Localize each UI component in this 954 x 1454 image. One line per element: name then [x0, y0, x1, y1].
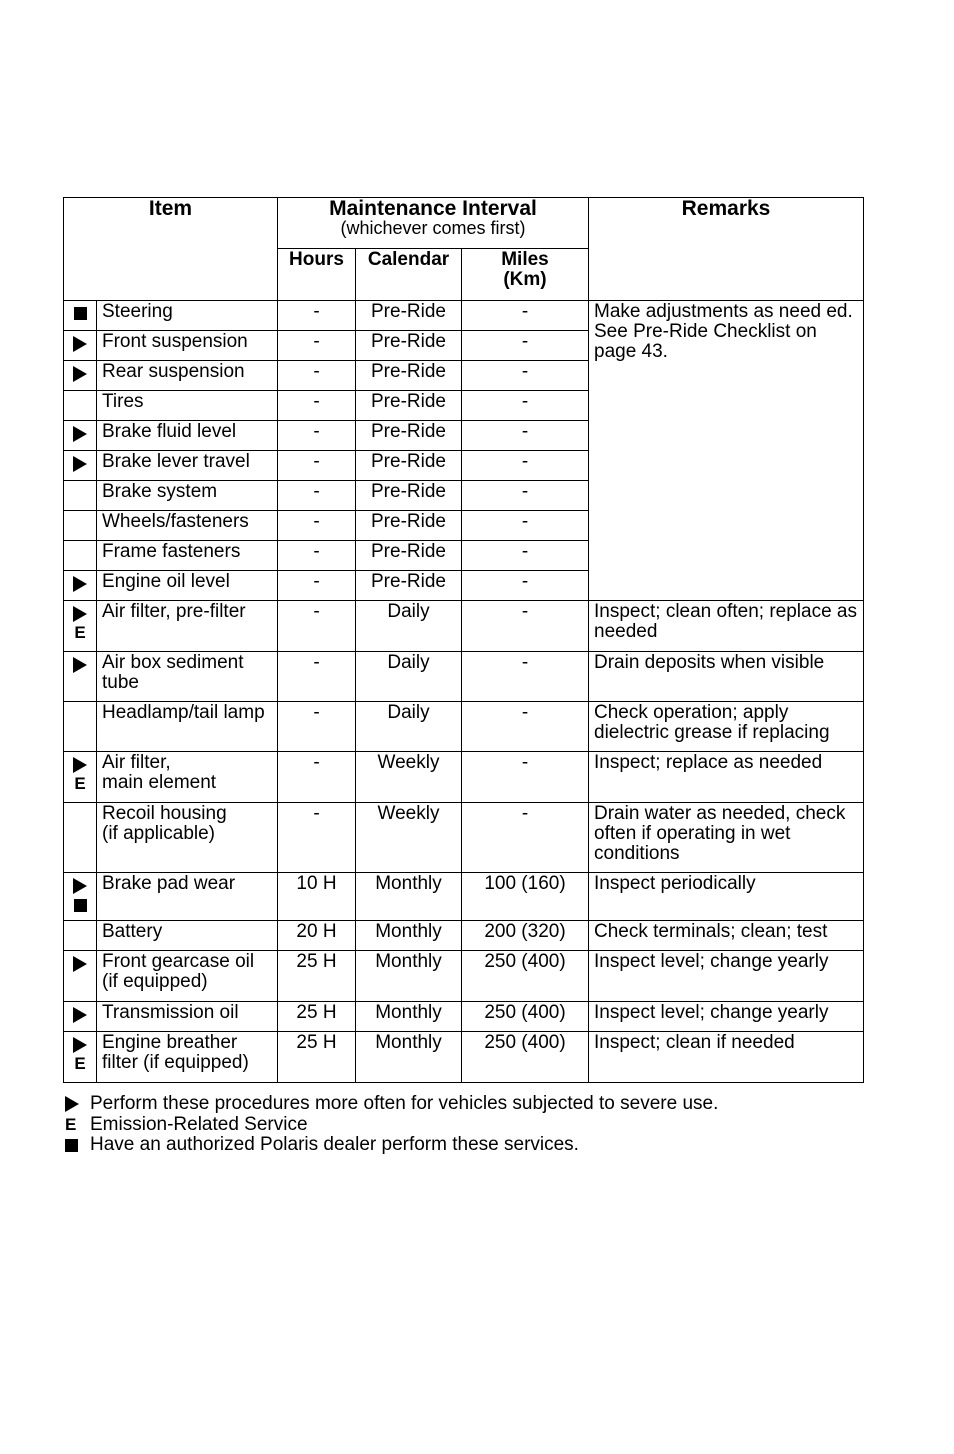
severe-use-triangle-icon: [64, 1004, 96, 1024]
row-hours: -: [278, 331, 356, 361]
table-row: [64, 873, 864, 921]
severe-use-triangle-icon: [64, 573, 96, 593]
header-remarks: Remarks: [589, 198, 864, 301]
row-calendar: Monthly: [356, 873, 462, 921]
row-remarks: Inspect; replace as needed: [589, 752, 864, 803]
row-remarks: Drain water as needed, check often if operating in wet conditions: [589, 803, 864, 873]
row-calendar: Monthly: [356, 1002, 462, 1032]
row-miles: 200 (320): [462, 921, 589, 951]
row-calendar: Pre-Ride: [356, 511, 462, 541]
row-miles: -: [462, 451, 589, 481]
row-miles: -: [462, 571, 589, 601]
row-miles: -: [462, 752, 589, 803]
row-hours: -: [278, 652, 356, 702]
legend-item: [63, 1115, 718, 1136]
row-calendar: Pre-Ride: [356, 391, 462, 421]
row-miles: -: [462, 511, 589, 541]
row-miles: -: [462, 331, 589, 361]
row-symbols: [64, 451, 97, 481]
row-symbols: [64, 391, 97, 421]
row-symbols: [64, 331, 97, 361]
table-row: [64, 702, 864, 752]
legend-item: [63, 1135, 718, 1156]
row-symbols: [64, 702, 97, 752]
row-calendar: Daily: [356, 601, 462, 652]
row-item: Air filter, pre-filter: [97, 601, 278, 652]
row-remarks: Inspect; clean often; replace as needed: [589, 601, 864, 652]
row-calendar: Weekly: [356, 752, 462, 803]
row-item: Air box sediment tube: [97, 652, 278, 702]
row-calendar: Pre-Ride: [356, 361, 462, 391]
emission-symbol: E: [65, 1114, 77, 1134]
header-calendar: Calendar: [356, 249, 462, 301]
row-item: Engine breather filter (if equipped): [97, 1032, 278, 1083]
row-remarks: Inspect level; change yearly: [589, 951, 864, 1002]
row-symbols: [64, 601, 97, 652]
table-row: [64, 951, 864, 1002]
emission-symbol: E: [74, 1054, 86, 1073]
row-miles: -: [462, 601, 589, 652]
table-row: [64, 1032, 864, 1083]
row-hours: 25 H: [278, 951, 356, 1002]
row-item: Wheels/fasteners: [97, 511, 278, 541]
row-hours: -: [278, 571, 356, 601]
row-miles: -: [462, 702, 589, 752]
row-hours: 10 H: [278, 873, 356, 921]
severe-use-triangle-icon: [64, 1034, 96, 1054]
row-miles: -: [462, 361, 589, 391]
row-calendar: Monthly: [356, 1032, 462, 1083]
row-miles: 100 (160): [462, 873, 589, 921]
row-item: Brake pad wear: [97, 873, 278, 921]
row-miles: -: [462, 391, 589, 421]
row-item: Headlamp/tail lamp: [97, 702, 278, 752]
table-row: [64, 921, 864, 951]
row-miles: 250 (400): [462, 951, 589, 1002]
severe-use-triangle-icon: [64, 423, 96, 443]
row-calendar: Pre-Ride: [356, 541, 462, 571]
row-hours: -: [278, 601, 356, 652]
row-item: Transmission oil: [97, 1002, 278, 1032]
row-item: Recoil housing (if applicable): [97, 803, 278, 873]
severe-use-triangle-icon: [64, 333, 96, 353]
row-hours: 20 H: [278, 921, 356, 951]
row-miles: -: [462, 541, 589, 571]
row-remarks: Drain deposits when visible: [589, 652, 864, 702]
row-symbols: [64, 541, 97, 571]
row-item: Brake system: [97, 481, 278, 511]
row-hours: -: [278, 481, 356, 511]
legend: [63, 1094, 718, 1156]
preride-remarks: Make adjustments as need ed. See Pre-Ride Checklist on page 43.: [589, 301, 864, 601]
row-calendar: Monthly: [356, 951, 462, 1002]
table-row: [64, 652, 864, 702]
row-hours: -: [278, 421, 356, 451]
row-miles: -: [462, 481, 589, 511]
row-symbols: [64, 1032, 97, 1083]
legend-text: Emission-Related Service: [90, 1113, 308, 1135]
row-hours: -: [278, 752, 356, 803]
row-symbols: [64, 1002, 97, 1032]
row-item: Brake lever travel: [97, 451, 278, 481]
header-maintenance-interval: Maintenance Interval (whichever comes first): [278, 198, 589, 249]
row-item: Steering: [97, 301, 278, 331]
severe-use-triangle-icon: [64, 654, 96, 674]
maintenance-table: [63, 197, 864, 1083]
dealer-service-square-icon: [64, 303, 96, 323]
row-symbols: [64, 301, 97, 331]
emission-symbol: E: [74, 623, 86, 642]
table-row: [64, 1002, 864, 1032]
row-calendar: Daily: [356, 652, 462, 702]
severe-use-triangle-icon: [64, 953, 96, 973]
row-miles: 250 (400): [462, 1032, 589, 1083]
row-calendar: Pre-Ride: [356, 421, 462, 451]
legend-text: Perform these procedures more often for vehicles subjected to severe use.: [90, 1093, 719, 1114]
severe-use-triangle-icon: [63, 1096, 90, 1112]
legend-item: [63, 1094, 718, 1115]
row-miles: -: [462, 421, 589, 451]
row-calendar: Weekly: [356, 803, 462, 873]
row-symbols: [64, 511, 97, 541]
row-symbols: [64, 421, 97, 451]
severe-use-triangle-icon: [64, 363, 96, 383]
header-item: Item: [64, 198, 278, 301]
row-item: Brake fluid level: [97, 421, 278, 451]
row-item: Battery: [97, 921, 278, 951]
row-calendar: Pre-Ride: [356, 571, 462, 601]
dealer-service-square-icon: [64, 895, 96, 915]
row-calendar: Daily: [356, 702, 462, 752]
table-row: [64, 803, 864, 873]
row-symbols: [64, 873, 97, 921]
legend-text: Have an authorized Polaris dealer perform these services.: [90, 1134, 579, 1155]
row-miles: -: [462, 803, 589, 873]
row-calendar: Monthly: [356, 921, 462, 951]
row-item: Front gearcase oil (if equipped): [97, 951, 278, 1002]
severe-use-triangle-icon: [64, 754, 96, 774]
row-remarks: Inspect level; change yearly: [589, 1002, 864, 1032]
row-hours: -: [278, 511, 356, 541]
row-symbols: [64, 752, 97, 803]
row-remarks: Check operation; apply dielectric grease if replacing: [589, 702, 864, 752]
row-symbols: [64, 921, 97, 951]
row-item: Air filter, main element: [97, 752, 278, 803]
table-row: [64, 752, 864, 803]
row-hours: -: [278, 451, 356, 481]
row-item: Front suspension: [97, 331, 278, 361]
row-symbols: [64, 571, 97, 601]
row-remarks: Check terminals; clean; test: [589, 921, 864, 951]
table-body: [64, 301, 864, 1083]
row-calendar: Pre-Ride: [356, 301, 462, 331]
row-item: Frame fasteners: [97, 541, 278, 571]
severe-use-triangle-icon: [64, 603, 96, 623]
table-row: [64, 601, 864, 652]
row-miles: -: [462, 301, 589, 331]
row-symbols: [64, 803, 97, 873]
row-calendar: Pre-Ride: [356, 451, 462, 481]
row-symbols: [64, 481, 97, 511]
row-symbols: [64, 361, 97, 391]
severe-use-triangle-icon: [64, 875, 96, 895]
row-hours: -: [278, 803, 356, 873]
row-symbols: [64, 652, 97, 702]
row-remarks: Inspect periodically: [589, 873, 864, 921]
row-miles: 250 (400): [462, 1002, 589, 1032]
row-symbols: [64, 951, 97, 1002]
row-hours: 25 H: [278, 1032, 356, 1083]
dealer-service-square-icon: [63, 1139, 90, 1152]
severe-use-triangle-icon: [64, 453, 96, 473]
table-row: [64, 301, 864, 331]
row-hours: -: [278, 702, 356, 752]
row-item: Rear suspension: [97, 361, 278, 391]
row-calendar: Pre-Ride: [356, 481, 462, 511]
row-hours: -: [278, 361, 356, 391]
header-hours: Hours: [278, 249, 356, 301]
row-hours: 25 H: [278, 1002, 356, 1032]
row-item: Tires: [97, 391, 278, 421]
header-miles: Miles (Km): [462, 249, 589, 301]
header-interval-subtitle: (whichever comes first): [340, 218, 526, 238]
row-item: Engine oil level: [97, 571, 278, 601]
row-hours: -: [278, 301, 356, 331]
row-hours: -: [278, 541, 356, 571]
row-remarks: Inspect; clean if needed: [589, 1032, 864, 1083]
row-calendar: Pre-Ride: [356, 331, 462, 361]
emission-symbol: E: [74, 774, 86, 793]
row-miles: -: [462, 652, 589, 702]
row-hours: -: [278, 391, 356, 421]
